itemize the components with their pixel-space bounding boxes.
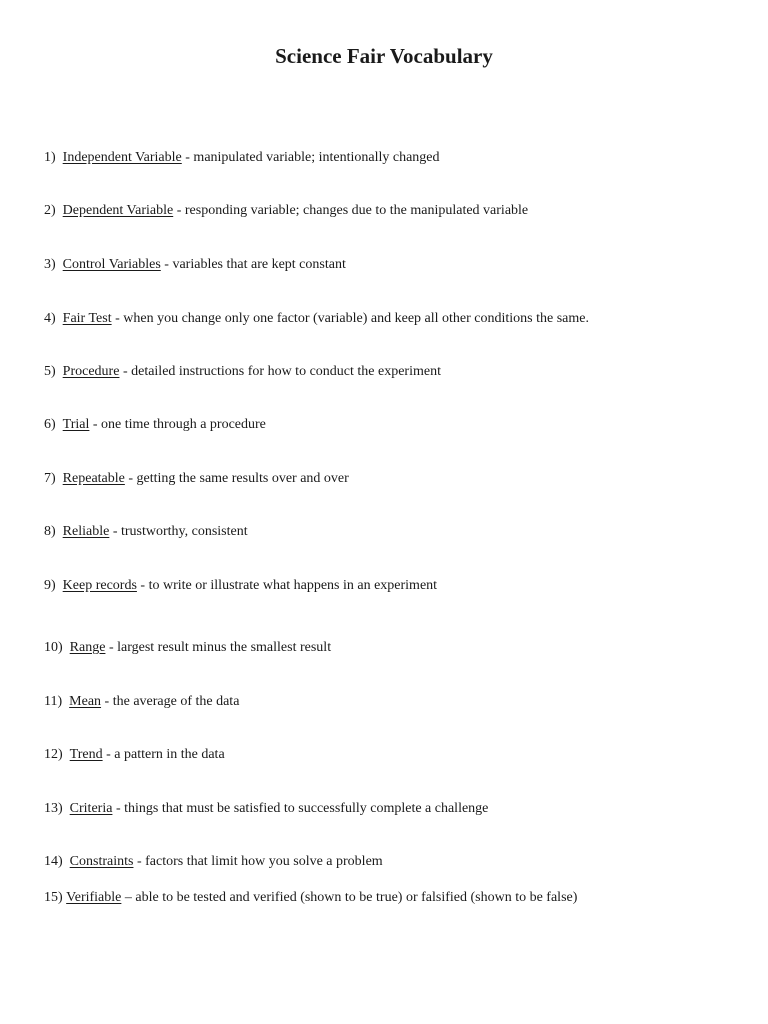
entry-definition: - variables that are kept constant — [160, 257, 346, 272]
vocab-entry-10 — [44, 639, 331, 657]
entry-term: Trial — [62, 417, 90, 432]
vocab-entry-7 — [44, 470, 349, 488]
entry-number: 11) — [44, 694, 63, 709]
vocab-entry-15 — [44, 889, 577, 907]
vocab-entry-5 — [44, 363, 441, 381]
entry-number: 13) — [44, 801, 63, 816]
vocab-entry-11 — [44, 693, 239, 711]
entry-number: 12) — [44, 747, 63, 762]
page-title: Science Fair Vocabulary — [275, 44, 493, 68]
entry-number: 14) — [44, 854, 63, 869]
entry-term: Mean — [69, 694, 102, 709]
entry-term: Procedure — [62, 364, 120, 379]
entry-number: 10) — [44, 640, 63, 655]
vocab-entry-6 — [44, 416, 266, 434]
entry-number: 3) — [44, 257, 56, 272]
entry-term: Keep records — [62, 578, 137, 593]
vocab-entry-2 — [44, 202, 528, 220]
entry-number: 9) — [44, 578, 56, 593]
entry-definition: - when you change only one factor (variable) and keep all other conditions the same. — [111, 311, 589, 326]
entry-definition: - responding variable; changes due to the manipulated variable — [173, 203, 529, 218]
entry-term: Constraints — [69, 854, 134, 869]
vocab-entry-13 — [44, 800, 488, 818]
entry-definition: - manipulated variable; intentionally changed — [181, 150, 440, 165]
entry-number: 15) — [44, 890, 63, 905]
entry-definition: - a pattern in the data — [102, 747, 225, 762]
entry-term: Fair Test — [62, 311, 112, 326]
entry-number: 1) — [44, 150, 56, 165]
entry-definition: - things that must be satisfied to successfully complete a challenge — [112, 801, 489, 816]
entry-number: 5) — [44, 364, 56, 379]
vocab-entry-14 — [44, 853, 383, 871]
entry-definition: – able to be tested and verified (shown to be true) or falsified (shown to be false) — [121, 890, 578, 905]
entry-definition: - getting the same results over and over — [124, 471, 349, 486]
vocab-entry-4 — [44, 310, 589, 328]
vocab-entry-8 — [44, 523, 248, 541]
vocab-entry-12 — [44, 746, 225, 764]
vocab-entry-3 — [44, 256, 346, 274]
entry-definition: - one time through a procedure — [89, 417, 266, 432]
entry-definition: - largest result minus the smallest result — [105, 640, 332, 655]
vocab-entry-9 — [44, 577, 437, 595]
entry-term: Range — [69, 640, 106, 655]
entry-term: Repeatable — [62, 471, 125, 486]
entry-definition: - the average of the data — [101, 694, 240, 709]
entry-term: Dependent Variable — [62, 203, 174, 218]
entry-term: Trend — [69, 747, 103, 762]
entry-term: Independent Variable — [62, 150, 182, 165]
entry-number: 6) — [44, 417, 56, 432]
entry-term: Reliable — [62, 524, 110, 539]
entry-definition: - trustworthy, consistent — [109, 524, 248, 539]
entry-number: 4) — [44, 311, 56, 326]
entry-definition: - detailed instructions for how to conduct the experiment — [119, 364, 441, 379]
entry-term: Verifiable — [66, 890, 122, 905]
entry-term: Criteria — [69, 801, 113, 816]
entry-number: 2) — [44, 203, 56, 218]
entry-number: 7) — [44, 471, 56, 486]
entry-definition: - to write or illustrate what happens in an experiment — [136, 578, 438, 593]
entry-number: 8) — [44, 524, 56, 539]
entry-definition: - factors that limit how you solve a problem — [133, 854, 383, 869]
vocab-entry-1 — [44, 149, 440, 167]
entry-term: Control Variables — [62, 257, 161, 272]
